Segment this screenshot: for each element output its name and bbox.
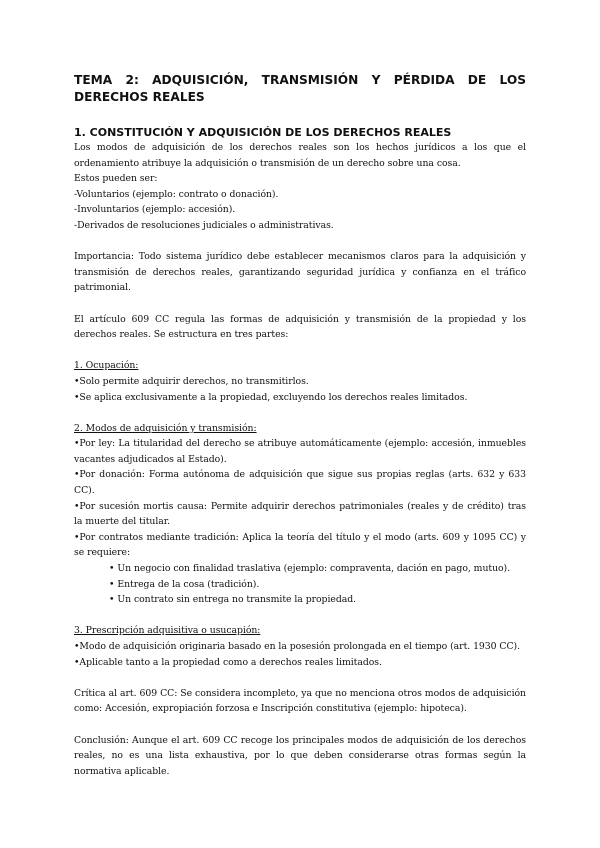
list-item: •Por donación: Forma autónoma de adquisición que sigue sus propias reglas (arts. 632 y 633 CC).	[74, 469, 526, 497]
list-item: •Modo de adquisición originaria basado en la posesión prolongada en el tiempo (art. 1930 CC).	[74, 641, 521, 652]
sub-list-item: • Un contrato sin entrega no transmite la propiedad.	[109, 594, 357, 606]
type-item: -Voluntarios (ejemplo: contrato o donación).	[74, 188, 279, 200]
spacer	[74, 234, 526, 250]
conclusion-paragraph: Conclusión: Aunque el art. 609 CC recoge los principales modos de adquisición de los derechos reales, no es una lista exhaustiva, por lo que deben considerarse otras formas según la normativa aplicable.	[74, 734, 526, 777]
spacer	[74, 670, 526, 686]
sub-list-item: • Un negocio con finalidad traslativa (ejemplo: compraventa, dación en pago, mutuo).	[109, 563, 511, 575]
list-item: •Por sucesión mortis causa: Permite adquirir derechos patrimoniales (reales y de crédito) tras la muerte del titular.	[74, 500, 526, 528]
prescripcion-heading: 3. Prescripción adquisitiva o usucapión:	[74, 625, 261, 637]
type-item: -Derivados de resoluciones judiciales o administrativas.	[74, 219, 334, 231]
ocupacion-heading: 1. Ocupación:	[74, 360, 139, 372]
list-item: •Solo permite adquirir derechos, no transmitirlos.	[74, 375, 309, 387]
type-item: -Involuntarios (ejemplo: accesión).	[74, 204, 236, 216]
list-item: •Por ley: La titularidad del derecho se atribuye automáticamente (ejemplo: accesión, inmuebles vacantes adjudicados al Estado).	[74, 438, 526, 465]
list-item: •Se aplica exclusivamente a la propiedad, excluyendo los derechos reales limitados.	[74, 391, 468, 403]
spacer	[74, 717, 526, 733]
spacer	[74, 608, 526, 624]
intro-paragraph: Los modos de adquisición de los derechos reales son los hechos jurídicos a los que el ordenamiento atribuye la adquisición o transmisión de un derecho sobre una cosa.	[74, 142, 526, 169]
list-item: •Aplicable tanto a la propiedad como a derechos reales limitados.	[74, 656, 382, 668]
modos-heading: 2. Modos de adquisición y transmisión:	[74, 422, 257, 434]
critica-paragraph: Crítica al art. 609 CC: Se considera incompleto, ya que no menciona otros modos de adquisición como: Accesión, expropiación forzosa e Inscripción constitutiva (ejemplo: hipoteca).	[74, 687, 526, 715]
sub-list-item: • Entrega de la cosa (tradición).	[109, 578, 260, 590]
types-lead: Estos pueden ser:	[74, 173, 158, 185]
art609-paragraph: El artículo 609 CC regula las formas de adquisición y transmisión de la propiedad y los derechos reales. Se estructura en tres partes:	[74, 313, 526, 341]
list-item: •Por contratos mediante tradición: Aplica la teoría del título y el modo (arts. 609 y 1095 CC) y se requiere:	[74, 531, 526, 559]
importance-paragraph: Importancia: Todo sistema jurídico debe establecer mecanismos claros para la adquisición y transmisión de derechos reales, garantizando seguridad jurídica y confianza en el tráfico patrimonial.	[74, 251, 526, 294]
spacer	[74, 405, 526, 421]
document-page	[74, 72, 526, 779]
document-title: TEMA 2: ADQUISICIÓN, TRANSMISIÓN Y PÉRDIDA DE LOS DERECHOS REALES	[74, 73, 526, 104]
spacer	[74, 296, 526, 312]
section-heading: 1. CONSTITUCIÓN Y ADQUISICIÓN DE LOS DERECHOS REALES	[74, 126, 452, 139]
spacer	[74, 343, 526, 359]
